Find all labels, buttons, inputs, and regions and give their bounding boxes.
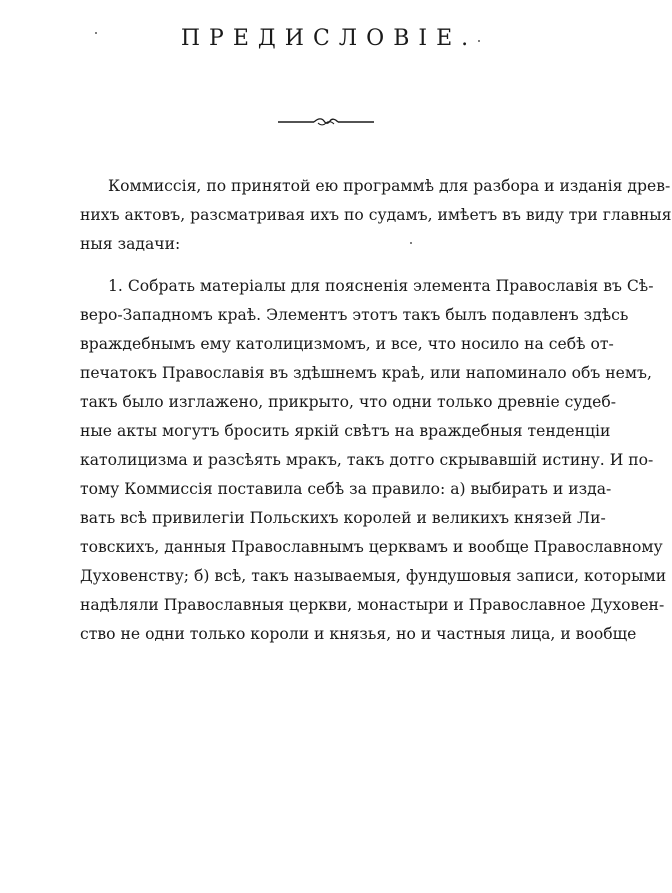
point-1-line-2: веро-Западномъ краѣ. Элементъ этотъ такъ былъ подавленъ здѣсь (80, 306, 629, 324)
point-1-line-3: враждебнымъ ему католицизмомъ, и все, что носило на себѣ от- (80, 335, 614, 353)
point-1-line-7: католицизма и разсѣять мракъ, такъ дотго скрывавшій истину. И по- (80, 451, 654, 469)
point-1-line-9: вать всѣ привилегіи Польскихъ королей и великихъ князей Ли- (80, 509, 606, 527)
print-speck (95, 32, 97, 34)
print-speck (478, 40, 480, 42)
intro-paragraph (80, 172, 672, 259)
point-1-line-5: такъ было изглажено, прикрыто, что одни только древніе судеб- (80, 393, 617, 411)
point-1-line-1: 1. Собрать матеріалы для поясненія элемента Православія въ Сѣ- (108, 277, 654, 295)
point-1-line-12: надѣляли Православныя церкви, монастыри и Православное Духовен- (80, 596, 665, 614)
point-1-line-8: тому Коммиссія поставила себѣ за правило: а) выбирать и изда- (80, 480, 612, 498)
point-1-line-11: Духовенству; б) всѣ, такъ называемыя, фундушовыя записи, которыми (80, 567, 667, 585)
point-1-line-13: ство не одни только короли и князья, но и частныя лица, и вообще (80, 625, 637, 643)
page-title: ПРЕДИСЛОВІЕ. (180, 26, 478, 51)
intro-line-3: ныя задачи: (80, 235, 181, 253)
point-1-line-6: ные акты могутъ бросить яркій свѣтъ на враждебныя тенденціи (80, 422, 611, 440)
ornament-divider (278, 115, 374, 129)
point-1-line-4: печатокъ Православія въ здѣшнемъ краѣ, или напоминало объ немъ, (80, 364, 652, 382)
print-speck (410, 242, 412, 244)
point-1-paragraph (80, 272, 667, 649)
intro-line-1: Коммиссія, по принятой ею программѣ для разбора и изданія древ- (108, 177, 671, 195)
point-1-line-10: товскихъ, данныя Православнымъ церквамъ и вообще Православному (80, 538, 663, 556)
intro-line-2: нихъ актовъ, разсматривая ихъ по судамъ, имѣетъ въ виду три главныя (80, 206, 672, 224)
